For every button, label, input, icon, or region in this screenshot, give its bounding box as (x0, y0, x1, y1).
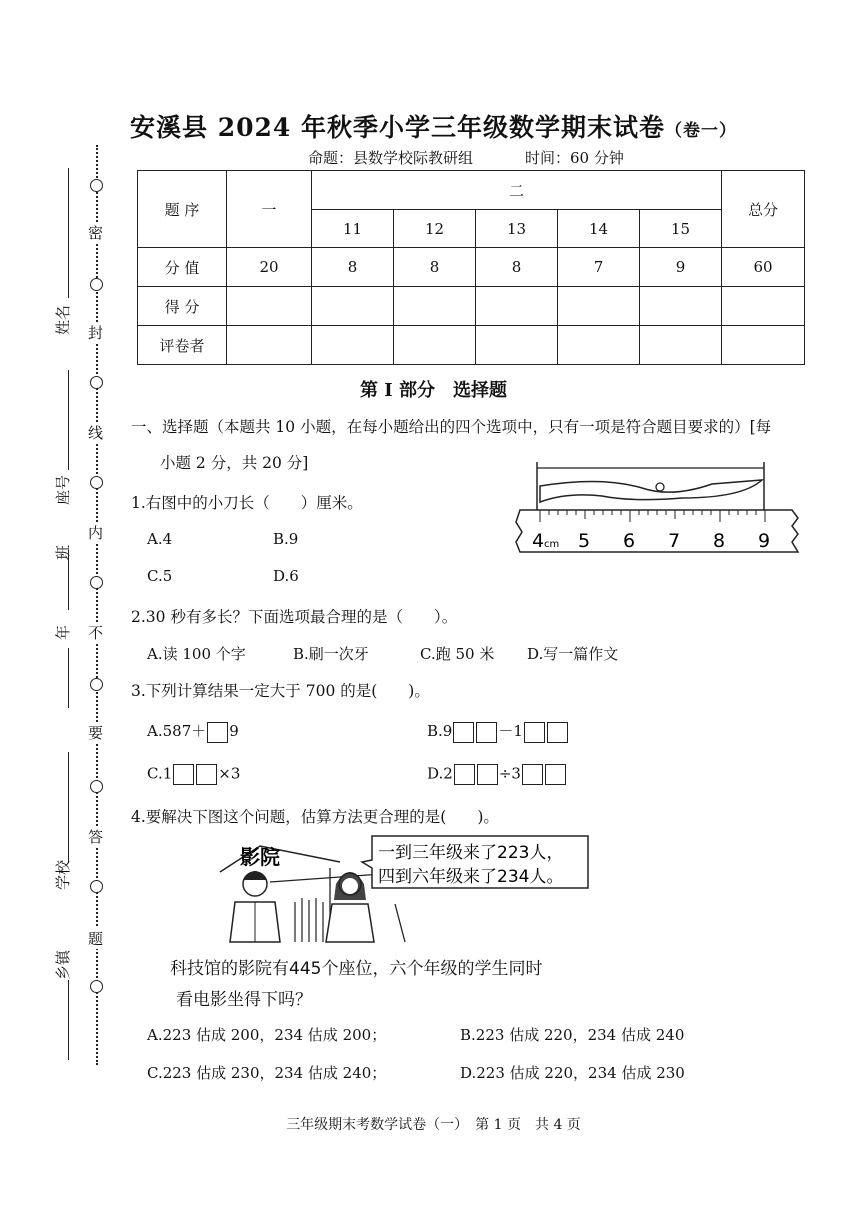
value-cell: 9 (640, 248, 722, 287)
seal-char: 密 (88, 224, 104, 242)
label-class: 班 (54, 544, 72, 560)
table-subheader: 12 (394, 210, 476, 248)
q3-a-suffix: 9 (229, 722, 239, 740)
q3-option-d[interactable] (427, 764, 567, 785)
blank-line-grade[interactable] (68, 648, 69, 708)
q3-c-prefix: C.1 (147, 764, 173, 783)
exam-info (308, 147, 624, 168)
value-cell: 20 (227, 248, 312, 287)
seal-char: 答 (88, 828, 104, 846)
blank-line-school[interactable] (68, 752, 69, 862)
table-subheader: 15 (640, 210, 722, 248)
row-label-value: 分 值 (138, 248, 227, 287)
label-school: 学校 (54, 859, 72, 890)
seal-char: 要 (88, 724, 104, 742)
table-header-part1: 一 (227, 171, 312, 248)
score-input-cell[interactable] (558, 287, 640, 326)
seal-char: 题 (88, 930, 104, 948)
digit-box (477, 764, 498, 785)
q1-option-c[interactable]: C.5 (147, 567, 173, 585)
digit-box (547, 722, 568, 743)
value-cell: 7 (558, 248, 640, 287)
question-1-stem: 1.右图中的小刀长（ ）厘米。 (131, 494, 363, 512)
seal-circle (90, 179, 103, 192)
score-input-cell[interactable] (394, 287, 476, 326)
q3-option-a[interactable] (147, 720, 239, 743)
grader-input-cell[interactable] (640, 326, 722, 365)
score-input-cell[interactable] (227, 287, 312, 326)
q1-option-d[interactable]: D.6 (273, 567, 299, 585)
digit-box (524, 722, 545, 743)
seal-circle (90, 576, 103, 589)
ruler-label: 8 (713, 530, 726, 552)
q1-option-b[interactable]: B.9 (273, 530, 299, 548)
part1-intro: 一、选择题（本题共 10 小题，在每小题给出的四个选项中，只有一项是符合题目要求的）[每 (131, 418, 772, 436)
q3-d-prefix: D.2 (427, 764, 453, 783)
page-footer: 三年级期末考数学试卷（一） 第 1 页 共 4 页 (286, 1117, 581, 1133)
digit-box (522, 764, 543, 785)
ruler-label: 7 (668, 530, 681, 552)
digit-box (454, 764, 475, 785)
question-2-stem: 2.30 秒有多长？下面选项最合理的是（ ）。 (131, 608, 458, 626)
row-label-score: 得 分 (138, 287, 227, 326)
seal-circle (90, 476, 103, 489)
value-cell: 8 (394, 248, 476, 287)
q3-a-prefix: A.587＋ (147, 722, 207, 740)
score-input-cell[interactable] (312, 287, 394, 326)
q4-option-c[interactable]: C.223 估成 230，234 估成 240； (147, 1064, 387, 1082)
digit-box (453, 722, 474, 743)
cinema-sign: 影院 (240, 845, 280, 869)
label-name: 姓名 (54, 304, 72, 335)
grader-input-cell[interactable] (312, 326, 394, 365)
value-cell: 8 (312, 248, 394, 287)
ruler-label: 9 (758, 530, 771, 552)
grader-input-cell[interactable] (394, 326, 476, 365)
q2-option-b[interactable]: B.刷一次牙 (293, 645, 369, 663)
grader-input-cell[interactable] (722, 326, 805, 365)
q2-option-a[interactable]: A.读 100 个字 (147, 645, 246, 663)
q3-b-prefix: B.9 (427, 722, 453, 740)
question-4-stem: 4.要解决下图这个问题，估算方法更合理的是( )。 (131, 808, 499, 826)
grader-input-cell[interactable] (558, 326, 640, 365)
label-grade: 年 (54, 624, 72, 640)
setter-text: 命题：县数学校际教研组 (308, 149, 474, 167)
digit-box (545, 764, 566, 785)
digit-box (207, 722, 228, 743)
row-label-grader: 评卷者 (138, 326, 227, 365)
q3-b-mid: －1 (498, 722, 523, 740)
page-title (0, 108, 867, 144)
label-town: 乡镇 (54, 949, 72, 980)
seal-char: 不 (88, 624, 104, 642)
table-header-part2: 二 (312, 171, 722, 210)
part1-intro-cont: 小题 2 分，共 20 分] (160, 454, 309, 472)
label-seat: 座号 (54, 474, 72, 505)
score-input-cell[interactable] (640, 287, 722, 326)
cinema-illustration (210, 832, 590, 947)
q4-problem-line-2: 看电影坐得下吗？ (176, 990, 312, 1010)
grader-input-cell[interactable] (476, 326, 558, 365)
q2-option-c[interactable]: C.跑 50 米 (420, 645, 495, 663)
table-header-order: 题 序 (138, 171, 227, 248)
q4-option-a[interactable]: A.223 估成 200，234 估成 200； (147, 1026, 387, 1044)
q1-option-a[interactable]: A.4 (147, 530, 173, 548)
digit-box (196, 764, 217, 785)
seal-char: 线 (88, 424, 104, 442)
seal-circle (90, 780, 103, 793)
q4-option-d[interactable]: D.223 估成 220，234 估成 230 (460, 1064, 685, 1082)
digit-box (173, 764, 194, 785)
table-subheader: 13 (476, 210, 558, 248)
table-subheader: 14 (558, 210, 640, 248)
seal-char: 内 (88, 524, 104, 542)
seal-char: 封 (88, 324, 104, 342)
seal-circle (90, 980, 103, 993)
q3-c-suffix: ×3 (218, 764, 241, 783)
value-cell: 60 (722, 248, 805, 287)
knife-ruler-illustration (512, 458, 802, 563)
score-table (137, 170, 805, 365)
blank-line-name[interactable] (68, 168, 69, 298)
ruler-label: 5 (578, 530, 591, 552)
seal-circle (90, 678, 103, 691)
score-input-cell[interactable] (722, 287, 805, 326)
score-input-cell[interactable] (476, 287, 558, 326)
grader-input-cell[interactable] (227, 326, 312, 365)
digit-box (476, 722, 497, 743)
question-3-stem: 3.下列计算结果一定大于 700 的是( )。 (131, 682, 430, 700)
seal-circle (90, 880, 103, 893)
seal-circle (90, 278, 103, 291)
ruler-unit: cm (544, 539, 560, 550)
title-suffix: （卷一） (665, 121, 737, 141)
ruler-label: 6 (623, 530, 636, 552)
q3-d-mid: ÷3 (498, 764, 521, 783)
q3-option-b[interactable] (427, 720, 569, 743)
blank-line-town[interactable] (68, 980, 69, 1060)
section-title: 第 I 部分 选择题 (360, 380, 507, 401)
value-cell: 8 (476, 248, 558, 287)
q4-option-b[interactable]: B.223 估成 220，234 估成 240 (460, 1026, 685, 1044)
table-header-total: 总分 (722, 171, 805, 248)
time-text: 时间：60 分钟 (525, 149, 624, 167)
q3-option-c[interactable] (147, 764, 240, 785)
title-main: 安溪县 2024 年秋季小学三年级数学期末试卷 (130, 113, 665, 142)
table-subheader: 11 (312, 210, 394, 248)
speech-bubble-line-2: 四到六年级来了234人。 (378, 867, 564, 887)
q4-problem-line-1: 科技馆的影院有445个座位，六个年级的学生同时 (170, 959, 543, 979)
speech-bubble-line-1: 一到三年级来了223人， (378, 843, 564, 863)
ruler-label: 4 (532, 530, 545, 552)
q2-option-d[interactable]: D.写一篇作文 (527, 645, 619, 663)
